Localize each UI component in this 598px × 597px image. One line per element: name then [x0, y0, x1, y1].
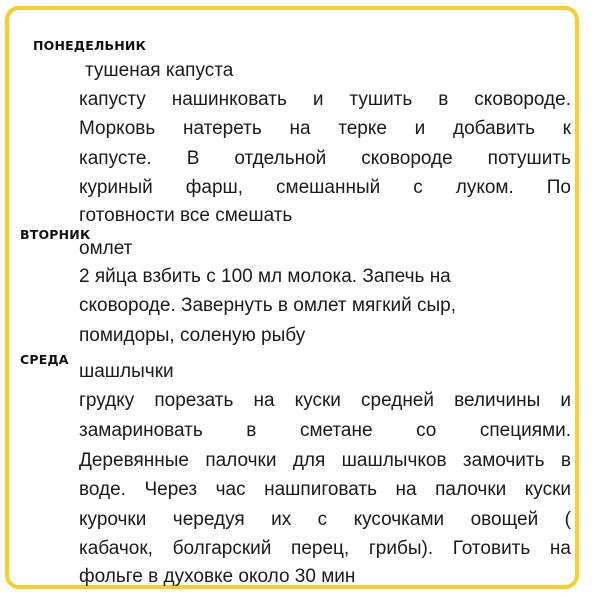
dish-title-wednesday: шашлычки [79, 361, 174, 382]
recipe-line: капусте. В отдельной сковороде потушить [79, 148, 571, 169]
recipe-line: помидоры, соленую рыбу [79, 325, 306, 346]
recipe-line: готовности все смешать [79, 205, 293, 226]
recipe-line: замариновать в сметане со специями. [79, 420, 571, 441]
recipe-line: капусту нашинковать и тушить в сковороде. [79, 89, 571, 110]
recipe-line: 2 яйца взбить с 100 мл молока. Запечь на [79, 266, 451, 287]
recipe-line: Деревянные палочки для шашлычков замочить в [79, 450, 571, 471]
recipe-line: грудку порезать на куски средней величины и [79, 390, 571, 411]
day-heading-monday: ПОНЕДЕЛЬНИК [33, 38, 147, 53]
recipe-line: куриный фарш, смешанный с луком. По [79, 177, 571, 198]
recipe-line: Морковь натереть на терке и добавить к [79, 118, 571, 139]
recipe-line: курочки чередуя их с кусочками овощей ( [79, 509, 571, 530]
recipe-line: сковороде. Завернуть в омлет мягкий сыр, [79, 295, 457, 316]
recipe-line: фольге в духовке около 30 мин [79, 566, 356, 587]
recipe-line: кабачок, болгарский перец, грибы). Готовить на [79, 538, 571, 559]
day-heading-tuesday: ВТОРНИК [20, 227, 91, 242]
day-heading-wednesday: СРЕДА [20, 352, 69, 367]
dish-title-monday: тушеная капуста [85, 60, 234, 81]
recipe-line: воде. Через час нашпиговать на палочки куски [79, 479, 571, 500]
dish-title-tuesday: омлет [79, 238, 133, 259]
